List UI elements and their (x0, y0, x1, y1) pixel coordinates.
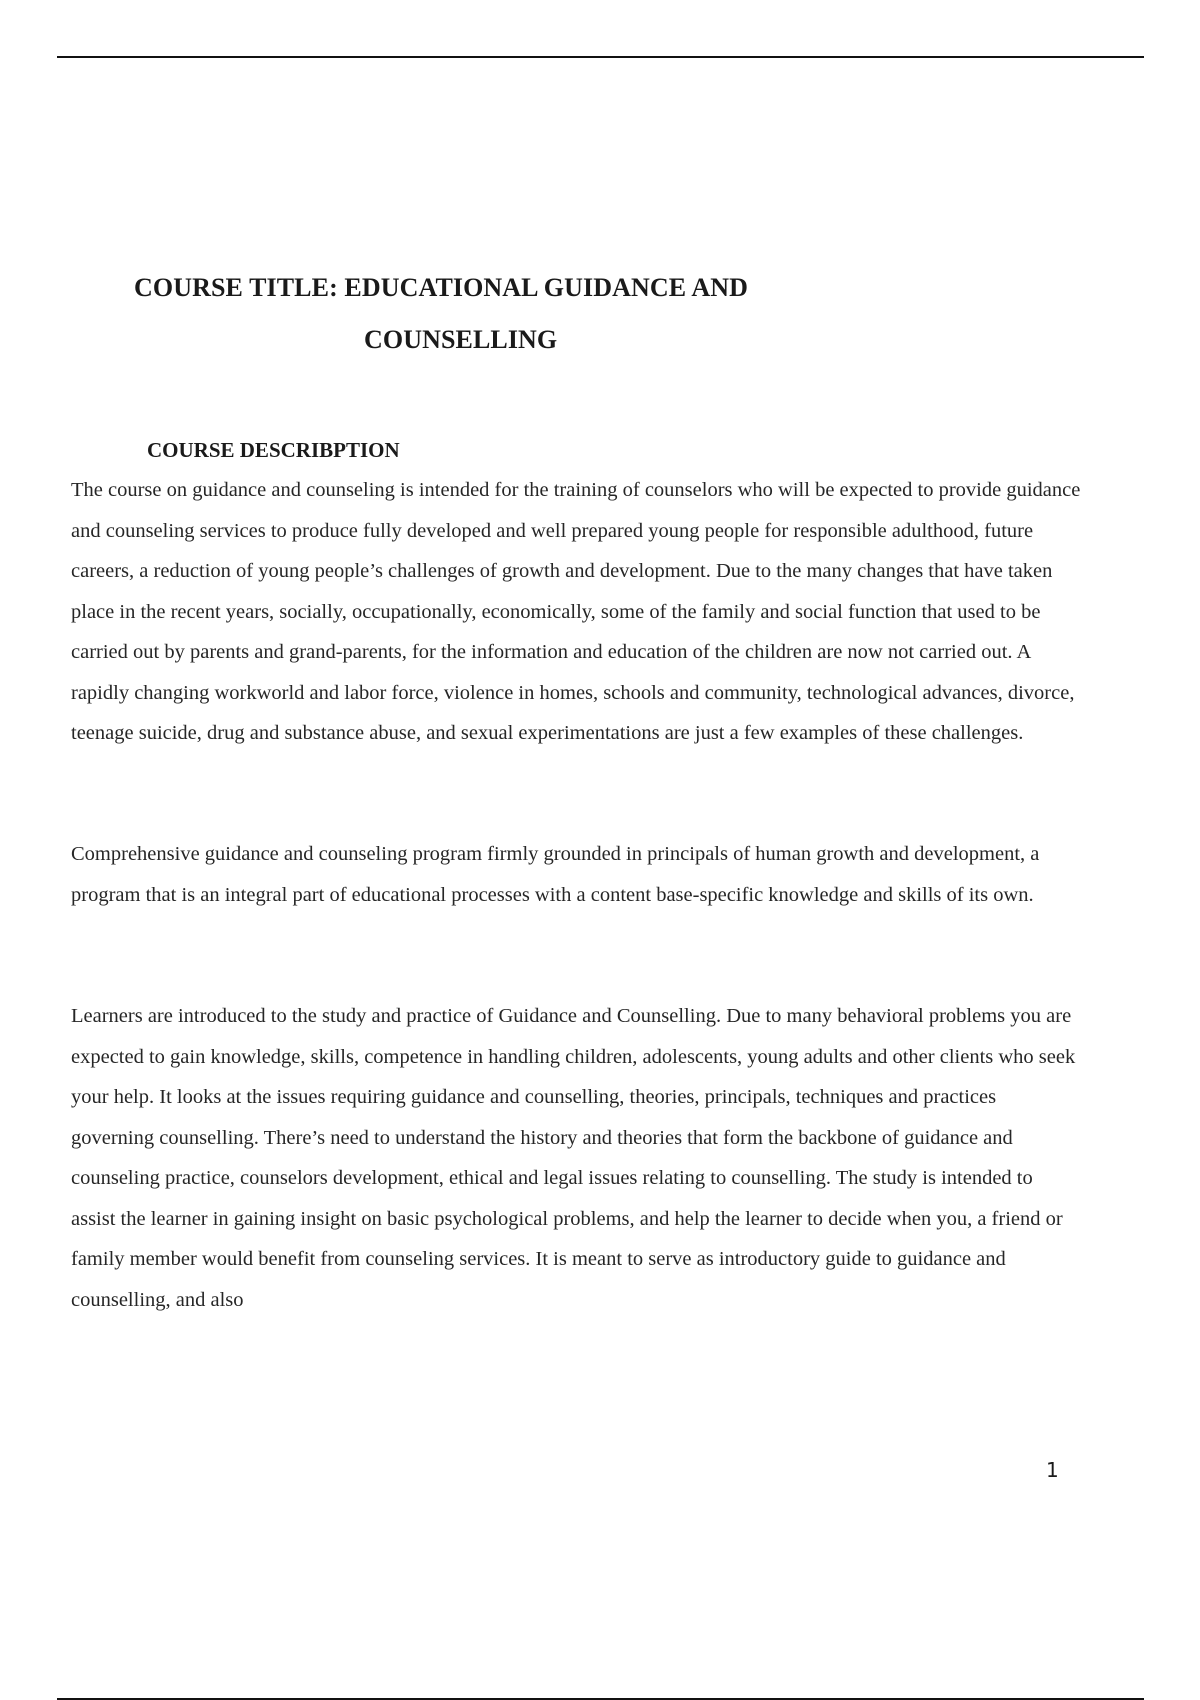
paragraph-1: The course on guidance and counseling is intended for the training of counselors who will be expected to provide guidance and counseling services to produce fully developed and well prepared young people for responsible adulthood, future careers, a reduction of young people’s challenges of growth and development. Due to the many changes that have taken place in the recent years, socially, occupationally, economically, some of the family and social function that used to be carried out by parents and grand-parents, for the information and education of the children are now not carried out. A rapidly changing workworld and labor force, violence in homes, schools and community, technological advances, divorce, teenage suicide, drug and substance abuse, and sexual experimentations are just a few examples of these challenges. (71, 479, 1081, 744)
paragraph-3: Learners are introduced to the study and practice of Guidance and Counselling. Due to many behavioral problems you are expected to gain knowledge, skills, competence in handling children, adolescents, young adults and other clients who seek your help. It looks at the issues requiring guidance and counselling, theories, principals, techniques and practices governing counselling. There’s need to understand the history and theories that form the backbone of guidance and counseling practice, counselors development, ethical and legal issues relating to counselling. The study is intended to assist the learner in gaining insight on basic psychological problems, and help the learner to decide when you, a friend or family member would benefit from counseling services. It is meant to serve as introductory guide to guidance and counselling, and also (71, 1005, 1076, 1311)
top-rule (57, 56, 1144, 58)
course-title (134, 262, 748, 366)
course-title-line-1: COURSE TITLE: EDUCATIONAL GUIDANCE AND (134, 273, 748, 302)
section-heading: COURSE DESCRIBPTION (147, 438, 400, 462)
page-number: 1 (1046, 1458, 1059, 1482)
paragraph-2: Comprehensive guidance and counseling program firmly grounded in principals of human growth and development, a program that is an integral part of educational processes with a content base-specific knowledge and skills of its own. (71, 843, 1040, 906)
course-title-line-2: COUNSELLING (364, 325, 558, 354)
